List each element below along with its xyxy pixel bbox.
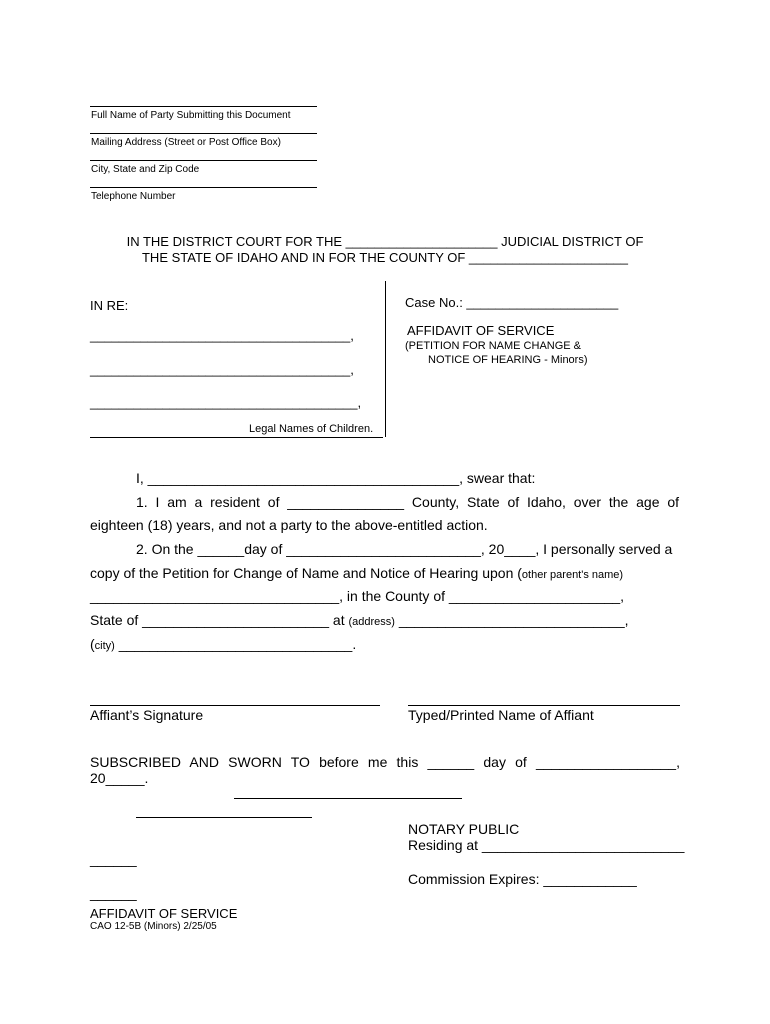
short-line-b: ______ (90, 885, 137, 901)
notary-signature-line-1[interactable] (234, 798, 462, 799)
mailing-address-label: Mailing Address (Street or Post Office Box) (91, 137, 281, 148)
state-label: State of ________________________ at (90, 612, 349, 628)
notary-signature-line-2[interactable] (136, 817, 312, 818)
state-address-line[interactable] (90, 612, 629, 628)
affiant-name-line[interactable] (408, 705, 680, 706)
city-blank[interactable]: ______________________________. (114, 636, 357, 652)
in-re-label: IN RE: (90, 298, 129, 313)
footer-form-code: CAO 12-5B (Minors) 2/25/05 (90, 921, 217, 932)
affiant-signature-line[interactable] (90, 705, 380, 706)
residing-at-line[interactable]: Residing at __________________________ (408, 837, 685, 853)
paragraph-2-line-1[interactable]: 2. On the ______day of _________________________, 20____, I personally served a (136, 541, 673, 557)
address-label: (address) (348, 616, 395, 628)
mailing-address-line[interactable] (90, 133, 317, 134)
paragraph-1-line-2: eighteen (18) years, and not a party to the above-entitled action. (90, 517, 488, 533)
telephone-label: Telephone Number (91, 191, 176, 202)
children-names-line[interactable] (90, 437, 383, 438)
document-title: AFFIDAVIT OF SERVICE (407, 323, 555, 338)
commission-expires-line[interactable]: Commission Expires: ____________ (408, 871, 637, 887)
paragraph-1-line-1[interactable]: 1. I am a resident of _______________ County, State of Idaho, over the age of (136, 494, 679, 510)
party-name-line-1[interactable]: ____________________________________, (90, 328, 354, 343)
city-label: city) (94, 640, 115, 652)
city-line[interactable] (90, 636, 356, 652)
notary-public-label: NOTARY PUBLIC (408, 821, 520, 837)
city-state-zip-line[interactable] (90, 160, 317, 161)
affiant-name-label: Typed/Printed Name of Affiant (408, 707, 594, 723)
caption-divider (385, 281, 386, 437)
children-label: Legal Names of Children. (249, 423, 374, 435)
footer-title: AFFIDAVIT OF SERVICE (90, 906, 238, 921)
court-heading-line1: IN THE DISTRICT COURT FOR THE _____________________ JUDICIAL DISTRICT OF (126, 234, 644, 249)
other-parent-label: other parent's name) (521, 569, 624, 581)
document-subtitle-2: NOTICE OF HEARING - Minors) (428, 354, 588, 366)
affiant-signature-label: Affiant’s Signature (90, 707, 204, 723)
swear-line[interactable]: I, ________________________________________, swear that: (136, 470, 536, 486)
telephone-line[interactable] (90, 187, 317, 188)
city-state-zip-label: City, State and Zip Code (91, 164, 200, 175)
served-county-line[interactable]: ________________________________, in the County of ______________________, (90, 588, 625, 604)
full-name-label: Full Name of Party Submitting this Document (91, 110, 291, 121)
sworn-line-2[interactable]: 20_____. (90, 770, 149, 786)
address-blank[interactable]: _____________________________, (394, 612, 629, 628)
paragraph-2-line-2 (90, 565, 623, 581)
party-name-line-3[interactable]: _____________________________________, (90, 395, 362, 410)
court-heading-line2: THE STATE OF IDAHO AND IN FOR THE COUNTY OF ______________________ (141, 250, 628, 265)
city-open-paren: ( (90, 636, 95, 652)
document-subtitle-1: (PETITION FOR NAME CHANGE & (405, 340, 582, 352)
sworn-line-1[interactable]: SUBSCRIBED AND SWORN TO before me this ______ day of __________________, (90, 754, 680, 770)
party-name-line-2[interactable]: ____________________________________, (90, 362, 354, 377)
petition-text: copy of the Petition for Change of Name and Notice of Hearing upon ( (90, 565, 522, 581)
short-line-a: ______ (90, 851, 137, 867)
full-name-line[interactable] (90, 106, 317, 107)
case-number[interactable]: Case No.: _____________________ (405, 295, 619, 310)
